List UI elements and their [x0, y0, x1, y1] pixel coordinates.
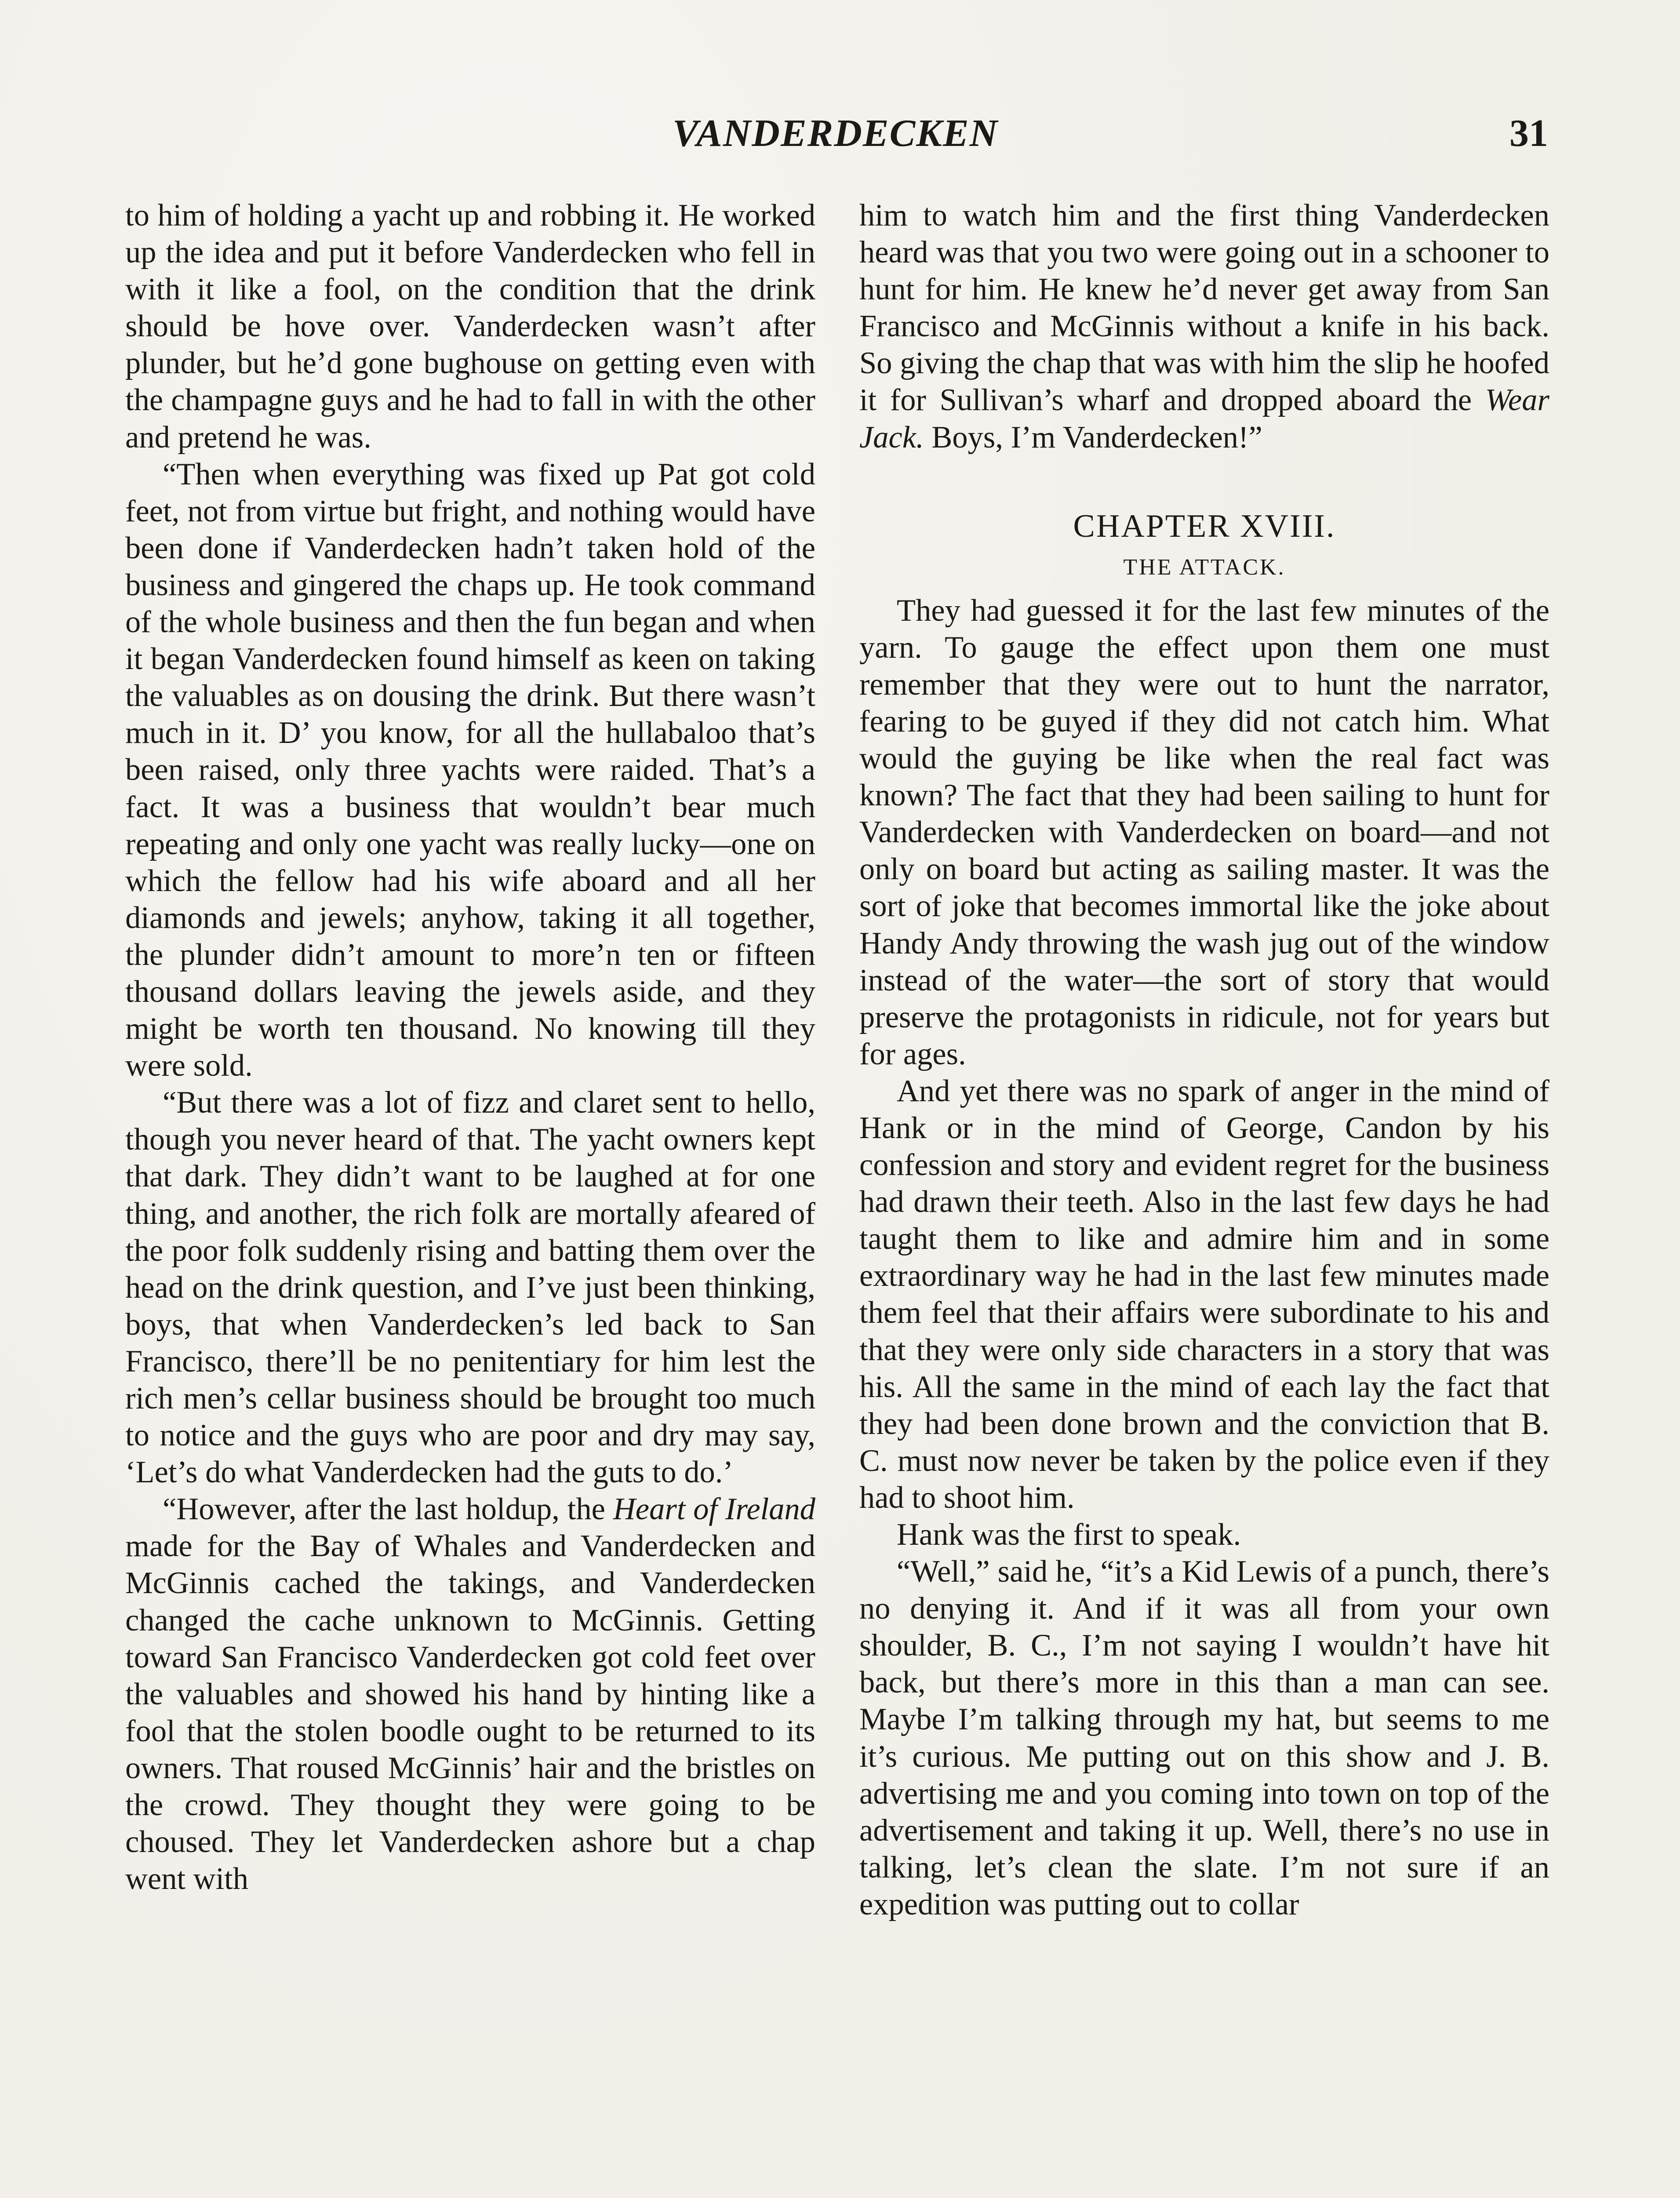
paragraph: Hank was the first to speak. [897, 1517, 1241, 1552]
running-title: VANDERDECKEN [673, 112, 999, 155]
text-span: “However, after the last holdup, the [163, 1492, 613, 1527]
paragraph: They had guessed it for the last few minutes of the yarn. To gauge the effect upon them one must remember that they were out to hunt the narrator, fearing to be guyed if they did not catch him. What would the guying be like when the real fact was known? The fact that they had been sailing to hunt for Vanderdecken with Vanderdecken on board—and not only on board but acting as sailing master. It was the sort of joke that becomes immortal like the joke about Handy Andy throwing the wash jug out of the window instead of the water—the sort of story that would preserve the protagonists in ridicule, not for years but for ages. [859, 593, 1549, 1071]
text-span: Boys, I’m Vanderdecken!” [924, 420, 1262, 455]
paragraph: “Then when everything was fixed up Pat got cold feet, not from virtue but fright, and nothing would have been done if Vanderdecken hadn’t taken hold of the business and gingered the chaps up. He took command of the whole business and then the fun began and when it began Vanderdecken found himself as keen on taking the valuables as on dousing the drink. But there wasn’t much in it. D’ you know, for all the hullabaloo that’s been raised, only three yachts were raided. That’s a fact. It was a business that wouldn’t bear much repeating and only one yacht was really lucky—one on which the fellow had his wife aboard and all her diamonds and jewels; anyhow, taking it all together, the plunder didn’t amount to more’n ten or fifteen thousand dollars leaving the jewels aside, and they might be worth ten thousand. No knowing till they were sold. [125, 457, 815, 1083]
paragraph [859, 197, 1549, 456]
ship-name: Heart of Ireland [613, 1492, 815, 1527]
left-column [125, 197, 815, 1897]
paragraph [125, 1491, 815, 1897]
paragraph: And yet there was no spark of anger in the mind of Hank or in the mind of George, Candon by his confession and story and evident regret for the business had drawn their teeth. Also in the last few days he had taught them to like and admire him and in some extraordinary way he had in the last few minutes made them feel that their affairs were subordinate to his and that they were only side characters in a story that was his. All the same in the mind of each lay the fact that they had been done brown and the conviction that B. C. must now never be taken by the police even if they had to shoot him. [859, 1074, 1549, 1515]
chapter-subtitle: THE ATTACK. [1123, 554, 1286, 580]
paragraph: “Well,” said he, “it’s a Kid Lewis of a punch, there’s no denying it. And if it was all from your own shoulder, B. C., I’m not saying I wouldn’t have hit back, but there’s more in this than a man can see. Maybe I’m talking through my hat, but seems to me it’s curious. Me putting out on this show and J. B. advertising me and you coming into town on top of the advertisement and taking it up. Well, there’s no use in talking, let’s clean the slate. I’m not sure if an expedition was putting out to collar [859, 1554, 1549, 1921]
right-column [859, 197, 1549, 1923]
text-span: him to watch him and the first thing Vanderdecken heard was that you two were going out in a schooner to hunt for him. He knew he’d never get away from San Francisco and McGinnis without a knife in his back. So giving the chap that was with him the slip he hoofed it for Sullivan’s wharf and dropped aboard the [859, 198, 1549, 418]
text-span: made for the Bay of Whales and Vanderdecken and McGinnis cached the takings, and Vanderdecken changed the cache unknown to McGinnis. Getting toward San Francisco Vanderdecken got cold feet over the valuables and showed his hand by hinting like a fool that the stolen boodle ought to be returned to its owners. That roused McGinnis’ hair and the bristles on the crowd. They thought they were going to be choused. They let Vanderdecken ashore but a chap went with [125, 1529, 815, 1896]
ship-name: Wear Jack. [859, 383, 1549, 455]
paragraph: to him of holding a yacht up and robbing it. He worked up the idea and put it before Vanderdecken who fell in with it like a fool, on the condition that the drink should be hove over. Vanderdecken wasn’t after plunder, but he’d gone bughouse on getting even with the champagne guys and he had to fall in with the other and pretend he was. [125, 198, 815, 455]
page-number: 31 [1509, 112, 1548, 155]
paragraph: “But there was a lot of fizz and claret sent to hello, though you never heard of that. The yacht owners kept that dark. They didn’t want to be laughed at for one thing, and another, the rich folk are mortally afeared of the poor folk suddenly rising and batting them over the head on the drink question, and I’ve just been thinking, boys, that when Vanderdecken’s led back to San Francisco, there’ll be no penitentiary for him lest the rich men’s cellar business should be brought too much to notice and the guys who are poor and dry may say, ‘Let’s do what Vanderdecken had the guts to do.’ [125, 1085, 815, 1490]
chapter-title: CHAPTER XVIII. [1073, 508, 1336, 544]
